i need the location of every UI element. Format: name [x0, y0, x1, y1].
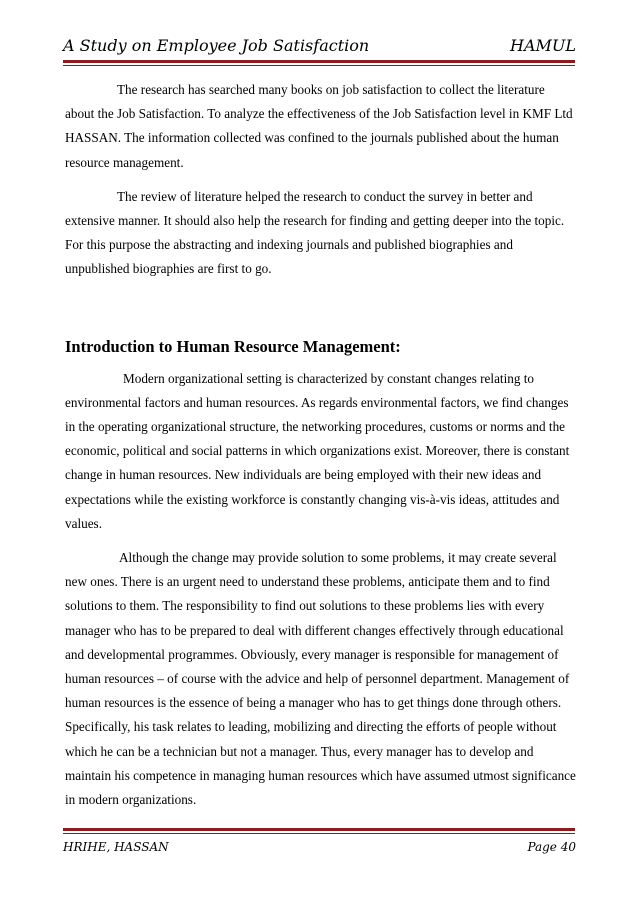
section-heading: Introduction to Human Resource Management: [65, 336, 401, 356]
paragraph-2: The review of literature helped the research to conduct the survey in better and extensive manner. It should also help the research for finding and getting deeper into the topic. For this purpose the abstracting and indexing journals and published biographies and unpublished biographies are first to go. [65, 188, 565, 277]
footer-rule-thick [63, 828, 575, 831]
footer-rule-thin [63, 833, 575, 834]
header-rule-thick [63, 60, 575, 63]
page-header [63, 36, 576, 60]
header-rule-thin [63, 65, 575, 66]
footer-institution: HRIHE, HASSAN [63, 840, 169, 854]
paragraph-1: The research has searched many books on job satisfaction to collect the literature about the Job Satisfaction. To analyze the effectiveness of the Job Satisfaction level in KMF Ltd HASSAN. The information collected was confined to the journals published about the human resource management. [65, 82, 573, 170]
paragraph-3: Modern organizational setting is characterized by constant changes relating to environmental factors and human resources. As regards environmental factors, we find changes in the operating organizational structure, the networking procedures, customs or norms and the economic, political and social patterns in which organizations exist. Moreover, there is constant change in human resources. New individuals are being employed with their new ideas and expectations while the existing workforce is constantly changing vis-à-vis ideas, attitudes and values. [65, 370, 570, 531]
page-body [65, 78, 576, 812]
paragraph-4: Although the change may provide solution to some problems, it may create several new ones. There is an urgent need to understand these problems, anticipate them and to find solutions to them. The responsibility to find out solutions to these problems lies with every manager who has to be prepared to deal with different changes effectively through educational and developmental programmes. Obviously, every manager is responsible for management of human resources – of course with the advice and help of personnel department. Management of human resources is the essence of being a manager who has to get things done through others. Specifically, his task relates to leading, mobilizing and directing the efforts of people without which he can be a technician but not a manager. Thus, every manager has to develop and maintain his competence in managing human resources which have assumed utmost significance in modern organizations. [65, 550, 576, 808]
header-org: HAMUL [510, 36, 576, 55]
page-number: Page 40 [527, 840, 576, 854]
page-footer [63, 840, 576, 860]
header-title: A Study on Employee Job Satisfaction [63, 36, 370, 55]
